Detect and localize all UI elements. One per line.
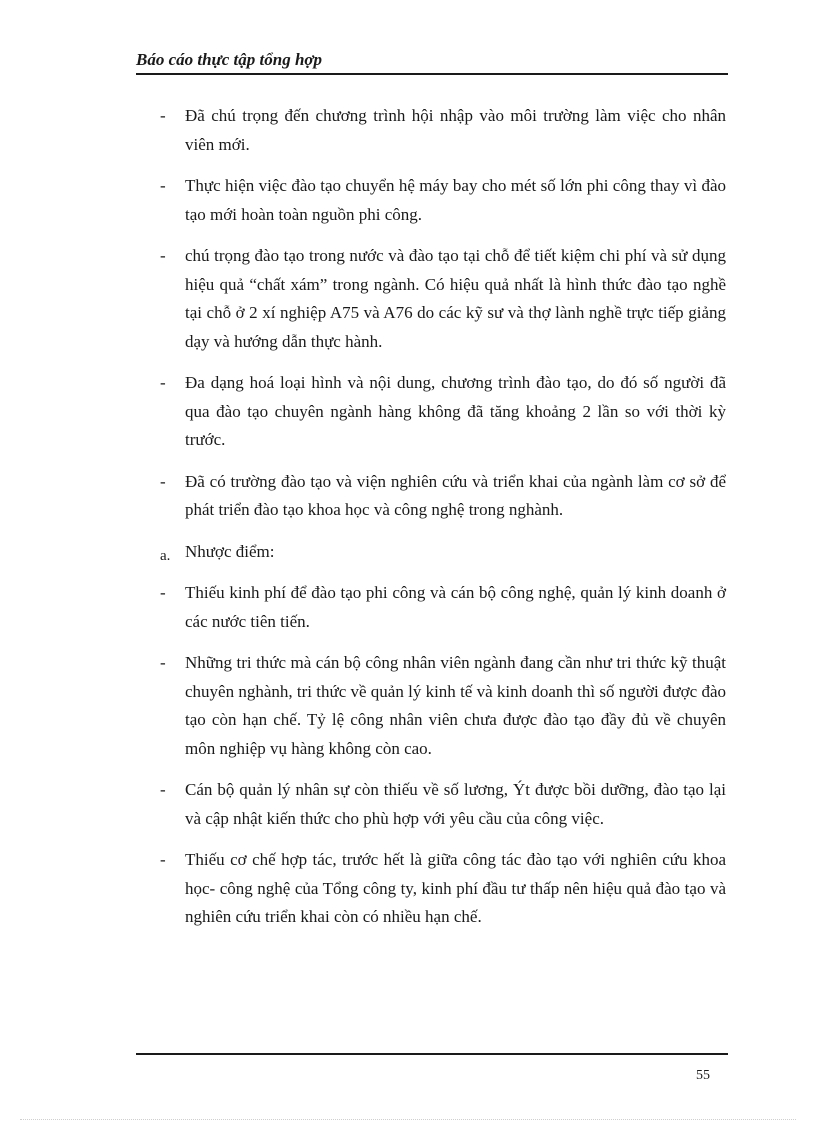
list-bullet: - (160, 583, 166, 602)
document-title: Báo cáo thực tập tổng hợp (136, 50, 323, 69)
list-item (136, 776, 728, 833)
list-item-text: Những tri thức mà cán bộ công nhân viên ngành đang cần như tri thức kỹ thuật chuyên nghành, tri thức về quản lý kinh tế và kinh doanh thì số người được đào tạo còn hạn chế. Tỷ lệ công nhân viên chưa được đào tạo đầy đủ về chuyên môn nghiệp vụ hàng không còn cao. (185, 653, 726, 758)
body-content (136, 102, 728, 945)
list-bullet: - (160, 471, 166, 491)
list-bullet: - (160, 850, 166, 869)
list-item (136, 369, 728, 455)
list-item-text: Thực hiện việc đào tạo chuyển hệ máy bay cho mét số lớn phi công thay vì đào tạo mới hoàn toàn nguồn phi công. (185, 176, 726, 224)
list-item (136, 468, 728, 525)
footer-divider (136, 1053, 728, 1055)
list-item-text: Cán bộ quản lý nhân sự còn thiếu về số lương, Ýt được bồi dưỡng, đào tạo lại và cập nhật kiến thức cho phù hợp với yêu cầu của công việc. (185, 780, 726, 828)
list-bullet: - (160, 246, 166, 265)
list-bullet: - (160, 373, 166, 392)
list-item (136, 579, 728, 636)
list-item-text: Đã có trường đào tạo và viện nghiên cứu và triển khai của ngành làm cơ sở để phát triển đào tạo khoa học và công nghệ trong nghành. (185, 471, 726, 519)
list-item-text: Thiếu kinh phí để đào tạo phi công và cán bộ công nghệ, quản lý kinh doanh ở các nước tiên tiến. (185, 583, 726, 631)
list-item-text: Thiếu cơ chế hợp tác, trước hết là giữa công tác đào tạo với nghiên cứu khoa học- công nghệ của Tổng công ty, kinh phí đầu tư thấp nên hiệu quả đào tạo và nghiên cứu triển khai còn có nhiều hạn chế. (185, 850, 726, 926)
page-number: 55 (696, 1068, 710, 1083)
list-item (136, 242, 728, 356)
section-marker: a. (160, 547, 171, 564)
list-item-text: Đã chú trọng đến chương trình hội nhập vào môi trường làm việc cho nhân viên mới. (185, 106, 726, 154)
page-header (136, 49, 728, 75)
section-heading-text: Nhược điểm: (185, 541, 275, 561)
list-bullet: - (160, 176, 166, 195)
section-heading (136, 538, 728, 567)
list-item-text: Đa dạng hoá loại hình và nội dung, chương trình đào tạo, do đó số người đã qua đào tạo chuyên ngành hàng không đã tăng khoảng 2 lần so với thời kỳ trước. (185, 373, 726, 449)
list-item (136, 172, 728, 229)
list-bullet: - (160, 780, 166, 799)
list-item-text: chú trọng đào tạo trong nước và đào tạo tại chỗ để tiết kiệm chi phí và sử dụng hiệu quả “chất xám” trong ngành. Có hiệu quả nhất là hình thức đào tạo nghề tại chỗ ở 2 xí nghiệp A75 và A76 do các kỹ sư và thợ lành nghề trực tiếp giảng dạy và hướng dẫn thực hành. (185, 246, 726, 351)
list-item (136, 846, 728, 932)
list-item (136, 102, 728, 159)
page-edge-divider (20, 1119, 796, 1120)
list-bullet: - (160, 653, 166, 672)
list-item (136, 649, 728, 763)
list-bullet: - (160, 106, 166, 125)
